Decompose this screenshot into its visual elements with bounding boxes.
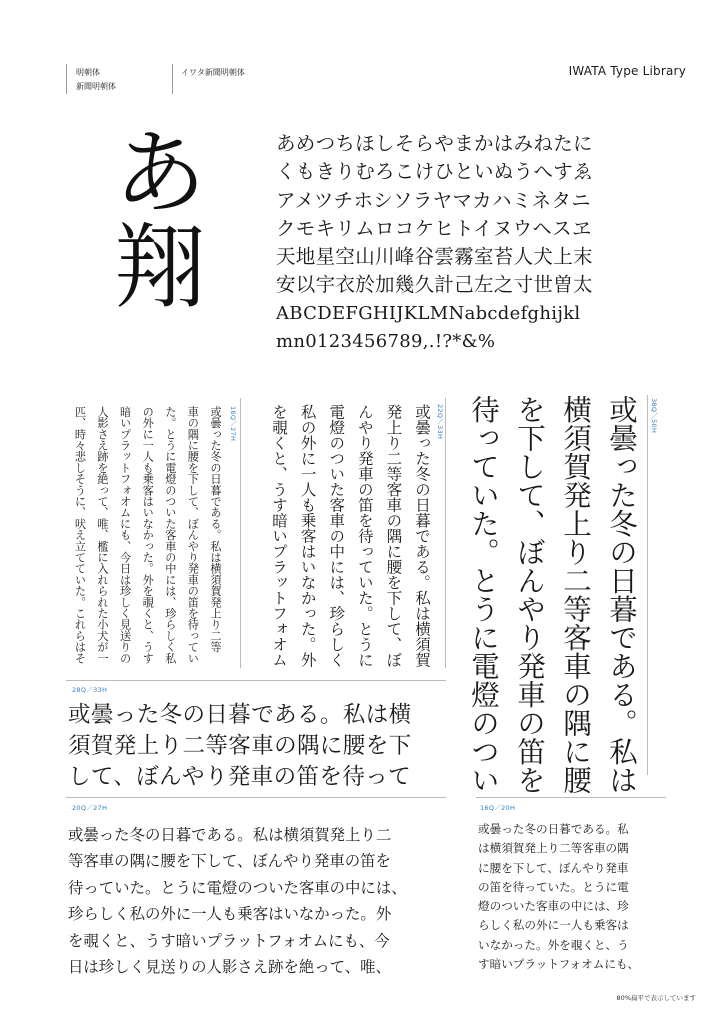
text-line: を下して、ぼんやり発車の笛を xyxy=(513,395,546,794)
sample-38q-rule xyxy=(647,395,648,775)
text-line: を覗くと、うす暗いプラットフォオム xyxy=(270,404,289,668)
specimen-glyph-hiragana: あ xyxy=(113,120,206,227)
specimen-glyph-kanji: 翔 xyxy=(113,214,206,321)
text-line: 或曇った冬の日暮である。私は横須賀発上り二 xyxy=(68,826,392,844)
sample-20q-rule xyxy=(66,797,446,798)
charset-line: あめつちほしそらやまかはみねたに xyxy=(276,132,593,155)
text-line: 横須賀発上り二等客車の隅に腰 xyxy=(559,395,592,794)
text-line: して、ぼんやり発車の笛を待って xyxy=(68,764,412,790)
text-line: いなかった。外を覗くと、う xyxy=(478,937,629,952)
sample-28q-horizontal-text xyxy=(68,700,412,793)
sample-16q-h-rule xyxy=(476,797,666,798)
text-line: を覗くと、うす暗いプラットフォオムにも、今 xyxy=(68,931,390,950)
text-line: 珍らしく私の外に一人も乗客はいなかった。外 xyxy=(68,905,392,924)
text-line: 車の隅に腰を下して、ぼんやり発車の笛を待ってい xyxy=(186,406,200,664)
text-line: 或曇った冬の日暮である。私は xyxy=(605,395,638,794)
text-line: 待っていた。とうに電燈のつい xyxy=(467,395,500,794)
text-line: 等客車の隅に腰を下して、ぼんやり発車の笛を xyxy=(68,852,391,871)
charset-line: くもきりむろこけひといぬうへすゑ xyxy=(276,160,593,184)
text-line: 或曇った冬の日暮である。私は横須賀 xyxy=(413,404,431,668)
text-line: んやり発車の笛を待っていた。とうに xyxy=(355,404,374,668)
sample-20q-label: 20Q／27H xyxy=(72,804,108,812)
charset-line: mn0123456789,.!?*&% xyxy=(276,331,496,353)
text-line: 須賀発上り二等客車の隅に腰を下 xyxy=(68,733,412,759)
sample-28q-label: 28Q／33H xyxy=(72,686,108,694)
text-line: 発上り二等客車の隅に腰を下して、ぼ xyxy=(384,404,403,668)
header-category-block xyxy=(76,66,116,94)
sample-16q-v-label: 16Q／27H xyxy=(229,406,237,442)
sample-22q-vertical-text xyxy=(266,404,436,676)
sample-16q-v-rule xyxy=(240,398,241,668)
character-set xyxy=(276,130,676,356)
text-line: 或曇った冬の日暮である。私は横 xyxy=(68,702,412,728)
text-line: 待っていた。とうに電燈のついた客車の中には、 xyxy=(68,878,407,897)
text-line: た。とうに電燈のついた客車の中には、珍らしく私 xyxy=(163,406,177,664)
sample-38q-label: 38Q／50H xyxy=(650,398,658,434)
charset-line: 安以宇衣於加幾久計己左之寸世曽太 xyxy=(276,273,593,297)
text-line: らしく私の外に一人も乗客は xyxy=(478,918,629,933)
font-name: イワタ新聞明朝体 xyxy=(181,68,245,77)
charset-line: ABCDEFGHIJKLMNabcdefghijkl xyxy=(276,302,581,324)
text-line: は横須賀発上り二等客車の隅 xyxy=(478,841,629,856)
text-line: 暗いプラットフォオムにも、今日は珍しく見送りの xyxy=(118,406,132,664)
text-line: の笛を待っていた。とうに電 xyxy=(478,879,629,894)
sample-22q-label: 22Q／33H xyxy=(436,404,444,440)
charset-line: クモキリムロコケヒトイヌウヘスヱ xyxy=(276,216,592,240)
text-line: に腰を下して、ぼんやり発車 xyxy=(478,860,629,875)
text-line: 燈のついた客車の中には、珍 xyxy=(478,899,629,914)
text-line: 或曇った冬の日暮である。私は横須賀発上り二等 xyxy=(209,406,222,653)
text-line: 電燈のついた客車の中には、珍らしく xyxy=(327,404,346,668)
text-line: 或曇った冬の日暮である。私 xyxy=(478,822,629,836)
header-rule-right xyxy=(172,64,173,94)
text-line: 私の外に一人も乗客はいなかった。外 xyxy=(298,404,317,668)
font-category: 明朝体 xyxy=(76,68,100,77)
sample-20q-horizontal-text xyxy=(68,822,407,980)
charset-line: アメツチホシソラヤマカハミネタニ xyxy=(276,188,592,212)
text-line: の外に一人も乗客はいなかった。外を覗くと、うす xyxy=(141,406,155,664)
sample-28q-rule xyxy=(66,680,446,681)
footer-note: 80%扁平で表示しています xyxy=(616,994,696,1002)
text-line: す暗いプラットフォオムにも、 xyxy=(478,957,640,972)
sample-38q-vertical-text xyxy=(467,395,644,794)
brand-name: IWATA Type Library xyxy=(568,64,686,78)
text-line: 匹、時々悲しそうに、吠え立てていた。これらはそ xyxy=(73,406,87,664)
sample-16q-vertical-text xyxy=(64,406,226,672)
text-line: 人影さえ跡を絶って、唯、檻に入れられた小犬が一 xyxy=(96,406,110,664)
sample-16q-h-label: 16Q／20H xyxy=(480,804,516,812)
header-rule-left xyxy=(66,64,67,94)
charset-line: 天地星空山川峰谷雲霧室苔人犬上末 xyxy=(276,245,593,269)
text-line: 日は珍しく見送りの人影さえ跡を絶って、唯、 xyxy=(68,958,391,977)
sample-16q-horizontal-text xyxy=(478,820,639,974)
sample-22q-rule xyxy=(445,398,446,668)
font-family-label: 新聞明朝体 xyxy=(76,82,116,91)
